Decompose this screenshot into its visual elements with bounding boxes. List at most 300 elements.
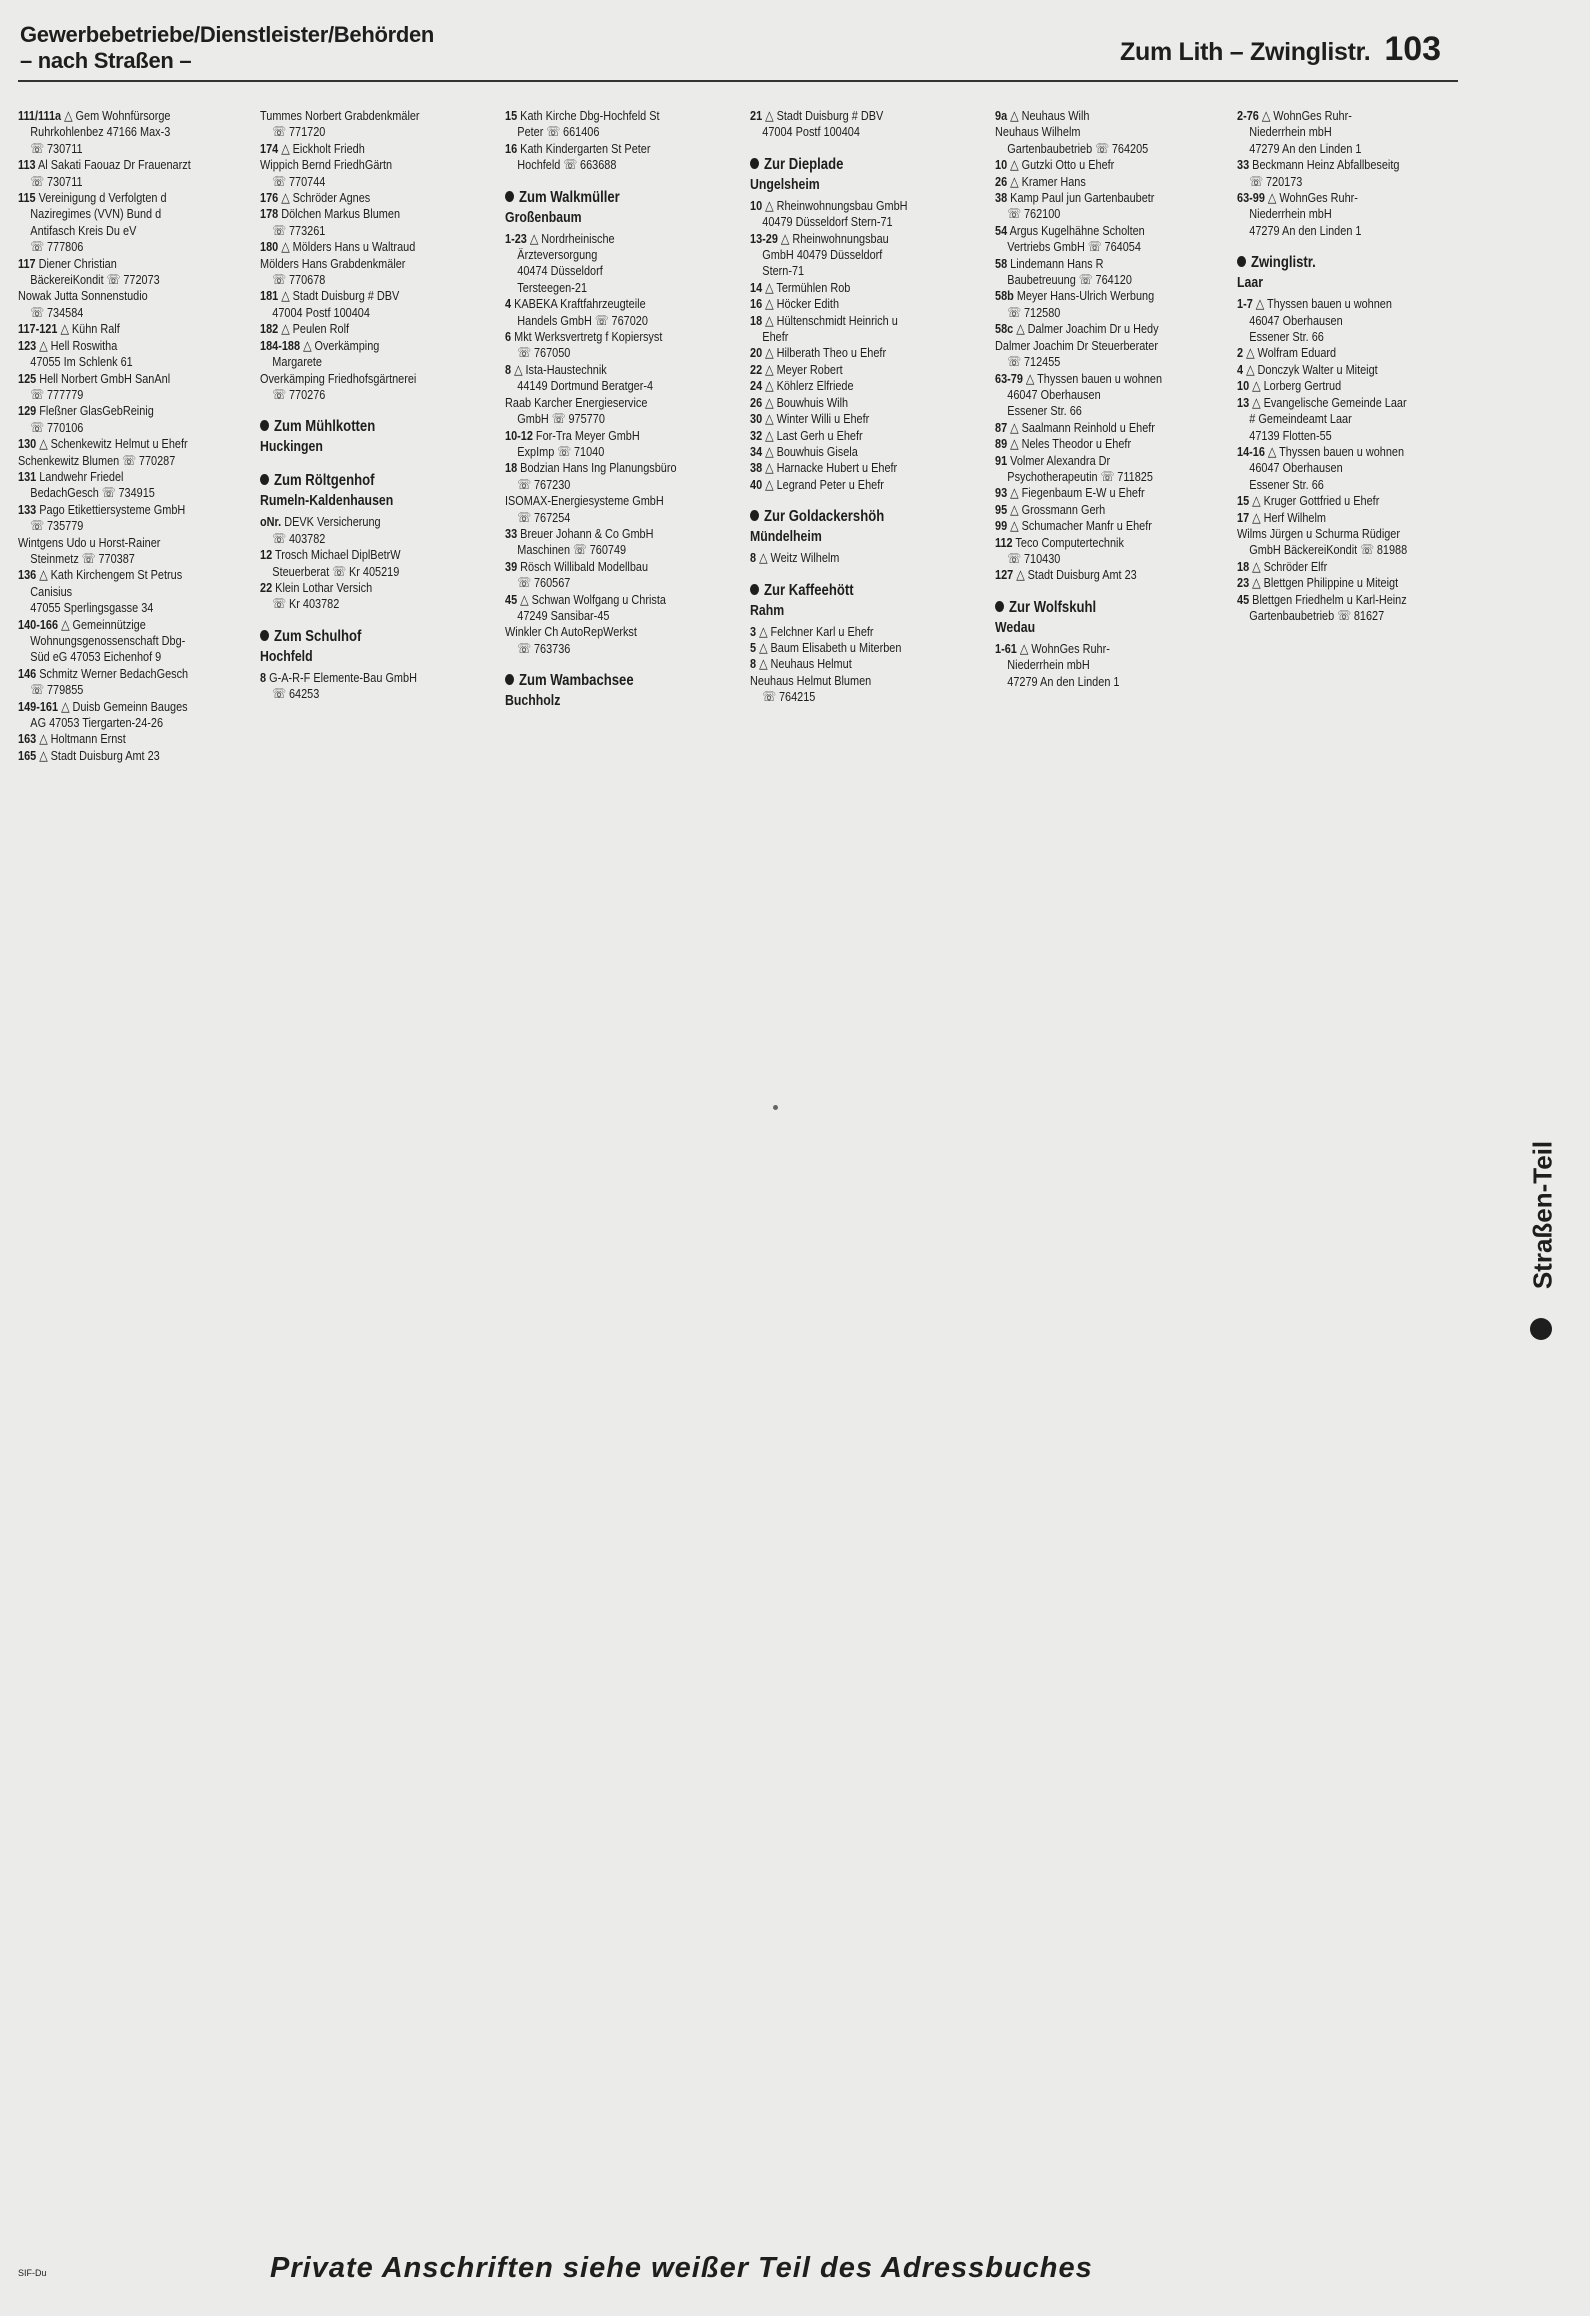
entry-text: △ Schenkewitz Helmut u Ehefr: [39, 436, 188, 452]
entry-text: ☏ 773261: [272, 222, 326, 238]
house-number: 4: [505, 296, 512, 312]
listing-entry: [260, 141, 457, 157]
entry-text: Meyer Hans-Ulrich Werbung: [1016, 288, 1155, 304]
listing-continuation: [18, 633, 215, 649]
section-side-tab: [1518, 1080, 1568, 1350]
entry-text: ☏ 730711: [30, 140, 83, 156]
listing-column-3: [505, 108, 745, 714]
house-number: 3: [750, 623, 757, 639]
listing-continuation: [18, 174, 215, 190]
entry-text: △ Schwan Wolfgang u Christa: [520, 591, 666, 607]
listing-continuation: [18, 305, 215, 321]
entry-text: Niederrhein mbH: [1249, 206, 1332, 222]
listing-entry: [750, 313, 947, 329]
bullet-icon: [505, 674, 514, 685]
house-number: 125: [18, 370, 37, 386]
listing-entry: [750, 460, 947, 476]
house-number: 5: [750, 639, 757, 655]
entry-text: ☏ 403782: [272, 530, 326, 546]
entry-text: Al Sakati Faouaz Dr Frauenarzt: [38, 157, 191, 173]
page-header-left: [20, 22, 434, 74]
entry-text: △ Rheinwohnungsbau: [780, 230, 889, 246]
street-name: Zur Wolfskuhl: [1008, 598, 1097, 616]
listing-entry: [995, 502, 1192, 518]
listing-entry: [18, 403, 215, 419]
house-number: 1-7: [1237, 296, 1253, 312]
entry-text: △ Overkämping: [303, 337, 380, 353]
entry-text: Gartenbaubetrieb ☏ 764205: [1007, 140, 1149, 156]
listing-entry: [995, 288, 1192, 304]
house-number: 15: [1237, 493, 1250, 509]
entry-text: Gartenbaubetrieb ☏ 81627: [1249, 607, 1385, 623]
print-code: SIF-Du: [18, 2268, 47, 2278]
entry-text: △ Dalmer Joachim Dr u Hedy: [1016, 321, 1159, 337]
entry-text: △ Last Gerh u Ehefr: [765, 427, 863, 443]
entry-text: 47279 An den Linden 1: [1249, 140, 1362, 156]
entry-text: △ Neuhaus Helmut: [759, 656, 852, 672]
entry-text: △ WohnGes Ruhr-: [1261, 108, 1352, 123]
listing-entry: [260, 190, 457, 206]
page-header-right: [1120, 30, 1441, 69]
listing-continuation: [995, 551, 1192, 567]
entry-text: Maschinen ☏ 760749: [517, 542, 627, 558]
entry-text: 47249 Sansibar-45: [517, 607, 610, 623]
listing-continuation: [1237, 608, 1434, 624]
listing-continuation: [995, 272, 1192, 288]
side-tab-label: Straßen-Teil: [1527, 1140, 1558, 1290]
listing-continuation: [505, 378, 702, 394]
house-number: 8: [260, 669, 267, 685]
street-name: Zum Walkmüller: [518, 188, 620, 206]
entry-text: △ Blettgen Philippine u Miteigt: [1252, 575, 1399, 591]
listing-continuation: [18, 551, 215, 567]
entry-text: For-Tra Meyer GmbH: [535, 427, 640, 443]
entry-text: ☏ 770276: [272, 386, 326, 402]
street-name: Zur Goldackershöh: [763, 508, 885, 526]
district-name: Rahm: [750, 601, 785, 619]
listing-continuation: [505, 247, 702, 263]
entry-text: Margarete: [272, 354, 322, 370]
entry-text: Ehefr: [762, 329, 789, 345]
house-number: 4: [1237, 361, 1244, 377]
house-number: 18: [1237, 558, 1250, 574]
house-number: 45: [1237, 591, 1250, 607]
header-rule: [18, 80, 1458, 82]
house-number: 23: [1237, 575, 1250, 591]
house-number: 112: [995, 534, 1013, 550]
listing-continuation: [1237, 313, 1434, 329]
street-name: Zwinglistr.: [1250, 254, 1316, 272]
listing-entry: [18, 157, 215, 173]
district-name: Mündelheim: [750, 528, 822, 546]
listing-entry: [260, 670, 457, 686]
entry-text: △ Hilberath Theo u Ehefr: [765, 345, 887, 361]
listing-continuation: [505, 280, 702, 296]
listing-entry: [505, 592, 702, 608]
listing-entry: [995, 567, 1192, 583]
listing-continuation: [995, 206, 1192, 222]
house-number: 115: [18, 190, 36, 206]
house-number: 22: [750, 361, 763, 377]
house-number: 2-76: [1237, 108, 1259, 123]
listing-continuation: [260, 305, 457, 321]
entry-text: ☏ 777779: [30, 386, 84, 402]
listing-entry: [18, 617, 215, 633]
listing-continuation: [1237, 460, 1434, 476]
house-number: 8: [750, 550, 757, 566]
entry-text: Süd eG 47053 Eichenhof 9: [30, 649, 162, 665]
listing-column-1: [18, 108, 258, 764]
listing-entry: [505, 231, 702, 247]
entry-text: Mölders Hans Grabdenkmäler: [260, 255, 406, 271]
entry-text: 47055 Sperlingsgasse 34: [30, 600, 154, 616]
entry-text: ☏ 712455: [1007, 354, 1061, 370]
entry-text: Kamp Paul jun Gartenbaubetr: [1010, 190, 1155, 206]
entry-text: △ Stadt Duisburg # DBV: [281, 288, 400, 304]
listing-entry: [750, 444, 947, 460]
entry-text: △ Kramer Hans: [1010, 173, 1086, 189]
house-number: 13-29: [750, 230, 778, 246]
house-number: 40: [750, 476, 763, 492]
entry-text: △ Stadt Duisburg Amt 23: [39, 747, 160, 763]
street-name: Zum Röltgenhof: [273, 472, 375, 490]
street-heading: [260, 417, 457, 437]
listing-continuation: [18, 239, 215, 255]
listing-continuation: [995, 674, 1192, 690]
listing-continuation: [1237, 542, 1434, 558]
listing-continuation: [260, 354, 457, 370]
listing-continuation: [505, 542, 702, 558]
house-number: 33: [1237, 157, 1250, 173]
entry-text: Hell Norbert GmbH SanAnl: [39, 370, 171, 386]
listing-entry: [505, 395, 702, 411]
listing-entry: [995, 371, 1192, 387]
footer-note: Private Anschriften siehe weißer Teil des Adressbuches: [270, 2252, 1093, 2284]
house-number: 93: [995, 485, 1008, 501]
entry-text: Essener Str. 66: [1249, 329, 1324, 345]
entry-text: Overkämping Friedhofsgärtnerei: [260, 370, 417, 386]
listing-continuation: [750, 214, 947, 230]
listing-entry: [505, 526, 702, 542]
entry-text: ☏ 720173: [1249, 173, 1303, 189]
entry-text: Dalmer Joachim Dr Steuerberater: [995, 337, 1159, 353]
entry-text: Essener Str. 66: [1249, 476, 1324, 492]
street-heading: [750, 507, 947, 527]
entry-text: △ Gem Wohnfürsorge: [64, 108, 171, 123]
house-number: 38: [995, 190, 1008, 206]
entry-text: GmbH ☏ 975770: [517, 411, 605, 427]
entry-text: Wintgens Udo u Horst-Rainer: [18, 534, 161, 550]
house-number: 130: [18, 436, 37, 452]
entry-text: Ärzteversorgung: [517, 247, 598, 263]
house-number: 127: [995, 567, 1014, 583]
listing-entry: [995, 108, 1192, 124]
entry-text: ☏ 760567: [517, 575, 571, 591]
bullet-icon: [260, 474, 269, 485]
listing-continuation: [1237, 206, 1434, 222]
house-number: 176: [260, 190, 279, 206]
entry-text: ☏ 64253: [272, 686, 320, 702]
listing-entry: [750, 296, 947, 312]
listing-entry: [995, 321, 1192, 337]
listing-continuation: [750, 689, 947, 705]
house-number: 15: [505, 108, 518, 123]
listing-continuation: [1237, 124, 1434, 140]
house-number: 136: [18, 567, 37, 583]
entry-text: △ Duisb Gemeinn Bauges: [61, 698, 188, 714]
listing-continuation: [1237, 174, 1434, 190]
street-heading: [750, 155, 947, 175]
listing-entry: [995, 338, 1192, 354]
house-number: 89: [995, 436, 1008, 452]
listing-entry: [505, 559, 702, 575]
listing-continuation: [995, 305, 1192, 321]
entry-text: # Gemeindeamt Laar: [1249, 411, 1352, 427]
house-number: 10-12: [505, 427, 533, 443]
house-number: 12: [260, 547, 273, 563]
entry-text: △ Kühn Ralf: [60, 321, 120, 337]
listing-continuation: [1237, 411, 1434, 427]
listing-entry: [260, 547, 457, 563]
entry-text: 46047 Oberhausen: [1249, 312, 1343, 328]
listing-entry: [995, 535, 1192, 551]
street-heading: [995, 598, 1192, 618]
house-number: 17: [1237, 509, 1250, 525]
section-title: Gewerbebetriebe/Dienstleister/Behörden: [20, 22, 435, 47]
listing-continuation: [18, 584, 215, 600]
entry-text: Vertriebs GmbH ☏ 764054: [1007, 239, 1141, 255]
entry-text: AG 47053 Tiergarten-24-26: [30, 715, 164, 731]
entry-text: ☏ 735779: [30, 518, 84, 534]
entry-text: △ Grossmann Gerh: [1010, 501, 1106, 517]
house-number: 38: [750, 460, 763, 476]
bullet-icon: [260, 630, 269, 641]
bullet-icon: [995, 601, 1004, 612]
house-number: 34: [750, 443, 763, 459]
house-number: 6: [505, 329, 512, 345]
listing-entry: [750, 428, 947, 444]
house-number: 54: [995, 222, 1008, 238]
house-number: 117: [18, 255, 36, 271]
entry-text: Diener Christian: [38, 255, 117, 271]
listing-continuation: [750, 247, 947, 263]
entry-text: △ WohnGes Ruhr-: [1019, 640, 1110, 656]
house-number: 133: [18, 501, 37, 517]
listing-entry: [1237, 190, 1434, 206]
listing-continuation: [995, 141, 1192, 157]
entry-text: △ Lorberg Gertrud: [1252, 378, 1342, 394]
listing-entry: [260, 256, 457, 272]
house-number: 63-79: [995, 370, 1023, 386]
entry-text: ☏ 770106: [30, 419, 84, 435]
entry-text: △ Felchner Karl u Ehefr: [759, 623, 874, 639]
house-number: 87: [995, 419, 1008, 435]
listing-entry: [995, 453, 1192, 469]
listing-continuation: [750, 263, 947, 279]
house-number: 21: [750, 108, 763, 123]
listing-continuation: [18, 387, 215, 403]
listing-continuation: [18, 141, 215, 157]
entry-text: ☏ 767050: [517, 345, 571, 361]
listing-continuation: [18, 420, 215, 436]
house-number: 39: [505, 558, 518, 574]
listing-entry: [18, 190, 215, 206]
listing-continuation: [18, 485, 215, 501]
listing-continuation: [505, 345, 702, 361]
listing-entry: [18, 436, 215, 452]
street-heading: [505, 671, 702, 691]
bullet-icon: [1530, 1318, 1552, 1340]
listing-entry: [260, 514, 457, 530]
listing-entry: [750, 624, 947, 640]
listing-entry: [750, 362, 947, 378]
listing-entry: [260, 206, 457, 222]
house-number: 58: [995, 255, 1008, 271]
listing-entry: [995, 641, 1192, 657]
house-number: 18: [750, 312, 763, 328]
listing-continuation: [995, 469, 1192, 485]
entry-text: Rösch Willibald Modellbau: [520, 558, 649, 574]
entry-text: 47055 Im Schlenk 61: [30, 354, 133, 370]
listing-entry: [1237, 345, 1434, 361]
listing-entry: [18, 371, 215, 387]
house-number: oNr.: [260, 514, 282, 530]
entry-text: BedachGesch ☏ 734915: [30, 485, 155, 501]
entry-text: Baubetreuung ☏ 764120: [1007, 272, 1132, 288]
house-number: 1-61: [995, 640, 1017, 656]
listing-entry: [18, 469, 215, 485]
listing-entry: [750, 108, 947, 124]
listing-entry: [750, 477, 947, 493]
entry-text: Psychotherapeutin ☏ 711825: [1007, 468, 1153, 484]
entry-text: △ Schröder Agnes: [281, 190, 371, 206]
district-name: Buchholz: [505, 692, 561, 710]
listing-continuation: [18, 124, 215, 140]
entry-text: △ Hell Roswitha: [39, 337, 118, 353]
listing-continuation: [1237, 477, 1434, 493]
entry-text: △ Höcker Edith: [765, 296, 840, 312]
entry-text: △ WohnGes Ruhr-: [1267, 190, 1358, 206]
listing-entry: [750, 656, 947, 672]
listing-entry: [260, 288, 457, 304]
entry-text: △ Termühlen Rob: [765, 279, 851, 295]
entry-text: △ Stadt Duisburg Amt 23: [1016, 567, 1137, 583]
entry-text: Tummes Norbert Grabdenkmäler: [260, 108, 420, 123]
listing-entry: [750, 411, 947, 427]
entry-text: Kath Kindergarten St Peter: [520, 140, 651, 156]
listing-continuation: [260, 174, 457, 190]
listing-continuation: [18, 206, 215, 222]
listing-entry: [505, 141, 702, 157]
listing-entry: [750, 673, 947, 689]
listing-column-6: [1237, 108, 1477, 624]
listing-continuation: [260, 531, 457, 547]
district-name: Laar: [1237, 274, 1263, 292]
listing-continuation: [18, 518, 215, 534]
entry-text: GmbH BäckereiKondit ☏ 81988: [1249, 542, 1408, 558]
house-number: 91: [995, 452, 1008, 468]
entry-text: △ Köhlerz Elfriede: [765, 378, 854, 394]
entry-text: △ Saalmann Reinhold u Ehefr: [1010, 419, 1155, 435]
entry-text: △ Herf Wilhelm: [1252, 509, 1326, 525]
entry-text: 47279 An den Linden 1: [1007, 673, 1120, 689]
house-number: 30: [750, 411, 763, 427]
listing-entry: [750, 280, 947, 296]
entry-text: △ Thyssen bauen u wohnen: [1025, 370, 1163, 386]
entry-text: △ Legrand Peter u Ehefr: [765, 476, 884, 492]
house-number: 9a: [995, 108, 1008, 123]
entry-text: Schenkewitz Blumen ☏ 770287: [18, 452, 176, 468]
entry-text: △ Baum Elisabeth u Miterben: [759, 639, 902, 655]
listing-entry: [995, 518, 1192, 534]
listing-continuation: [505, 444, 702, 460]
entry-text: G-A-R-F Elemente-Bau GmbH: [269, 669, 417, 685]
listing-entry: [18, 502, 215, 518]
entry-text: △ Weitz Wilhelm: [759, 550, 840, 566]
listing-entry: [1237, 378, 1434, 394]
entry-text: Nowak Jutta Sonnenstudio: [18, 288, 148, 304]
entry-text: △ Meyer Robert: [765, 361, 843, 377]
street-name: Zur Dieplade: [763, 155, 844, 173]
house-number: 99: [995, 518, 1008, 534]
entry-text: △ Fiegenbaum E-W u Ehefr: [1010, 485, 1145, 501]
entry-text: △ Stadt Duisburg # DBV: [765, 108, 884, 123]
house-number: 13: [1237, 394, 1250, 410]
entry-text: Beckmann Heinz Abfallbeseitg: [1252, 157, 1400, 173]
house-number: 1-23: [505, 230, 527, 246]
listing-entry: [18, 256, 215, 272]
entry-text: △ Schröder Elfr: [1252, 558, 1328, 574]
house-number: 33: [505, 525, 518, 541]
house-number: 14-16: [1237, 443, 1265, 459]
entry-text: Dölchen Markus Blumen: [281, 206, 401, 222]
entry-text: ☏ 763736: [517, 640, 571, 656]
street-name: Zum Mühlkotten: [273, 418, 376, 436]
street-heading: [750, 581, 947, 601]
house-number: 24: [750, 378, 763, 394]
entry-text: △ Gutzki Otto u Ehefr: [1010, 157, 1115, 173]
entry-text: Teco Computertechnik: [1015, 534, 1124, 550]
entry-text: Trosch Michael DiplBetrW: [274, 547, 401, 563]
listing-continuation: [260, 124, 457, 140]
district-name: Großenbaum: [505, 208, 582, 226]
listing-entry: [505, 624, 702, 640]
listing-entry: [1237, 559, 1434, 575]
entry-text: △ Neuhaus Wilh: [1010, 108, 1090, 123]
listing-continuation: [1237, 428, 1434, 444]
listing-entry: [1237, 592, 1434, 608]
listing-entry: [505, 329, 702, 345]
house-number: 20: [750, 345, 763, 361]
listing-continuation: [18, 649, 215, 665]
listing-entry: [1237, 157, 1434, 173]
house-number: 26: [995, 173, 1008, 189]
house-number: 149-161: [18, 698, 59, 714]
listing-entry: [750, 198, 947, 214]
bullet-icon: [505, 191, 514, 202]
listing-entry: [18, 748, 215, 764]
district-name: Ungelsheim: [750, 175, 820, 193]
entry-text: Winkler Ch AutoRepWerkst: [505, 624, 637, 640]
entry-text: Argus Kugelhähne Scholten: [1009, 222, 1145, 238]
house-number: 18: [505, 460, 518, 476]
entry-text: Pago Etikettiersysteme GmbH: [39, 501, 186, 517]
listing-entry: [1237, 395, 1434, 411]
entry-text: Neuhaus Helmut Blumen: [750, 672, 872, 688]
listing-continuation: [505, 510, 702, 526]
house-number: 123: [18, 337, 37, 353]
entry-text: △ Hültenschmidt Heinrich u: [765, 312, 898, 328]
